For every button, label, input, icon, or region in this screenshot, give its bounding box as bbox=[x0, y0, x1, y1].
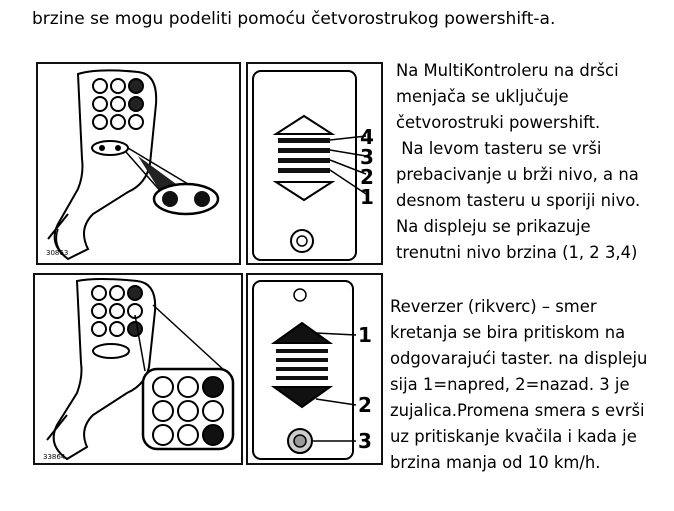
paragraph-line: trenutni nivo brzina (1, 2 3,4) bbox=[396, 243, 638, 262]
paragraph-reverser bbox=[390, 294, 647, 476]
gear-display-illustration bbox=[248, 64, 381, 263]
paragraph-line: Reverzer (rikverc) – smer bbox=[390, 297, 597, 316]
paragraph-line: uz pritiskanje kvačila i kada je bbox=[390, 427, 637, 446]
controller-illustration-bottom bbox=[35, 275, 241, 463]
paragraph-line: menjača se uključuje bbox=[396, 87, 569, 106]
paragraph-line: sija 1=napred, 2=nazad. 3 je bbox=[390, 375, 630, 394]
paragraph-line: kretanja se bira pritiskom na bbox=[390, 323, 626, 342]
paragraph-line: Na MultiKontroleru na dršci bbox=[396, 61, 619, 80]
callout-1: 1 bbox=[360, 185, 374, 209]
figure-bottom-display-panel bbox=[246, 273, 383, 465]
paragraph-line: Na levom tasteru se vrši bbox=[396, 139, 602, 158]
callout-2: 2 bbox=[360, 165, 374, 189]
paragraph-line: odgovarajući taster. na displeju bbox=[390, 349, 648, 368]
figure-number-bottom: 33864 bbox=[43, 453, 66, 461]
paragraph-line: brzina manja od 10 km/h. bbox=[390, 453, 601, 472]
paragraph-line: Na displeju se prikazuje bbox=[396, 217, 591, 236]
controller-illustration-top bbox=[38, 64, 239, 263]
paragraph-line: desnom tasteru u sporiji nivo. bbox=[396, 191, 641, 210]
callout-3: 3 bbox=[360, 145, 374, 169]
paragraph-line: prebacivanje u brži nivo, a na bbox=[396, 165, 639, 184]
callout-forward: 1 bbox=[358, 323, 372, 347]
direction-display-illustration bbox=[248, 275, 381, 463]
figure-top-controller-panel bbox=[36, 62, 241, 265]
paragraph-powershift bbox=[396, 58, 640, 266]
intro-line: brzine se mogu podeliti pomoću četvorostrukog powershift-a. bbox=[32, 9, 556, 29]
figure-number-top: 30863 bbox=[46, 249, 69, 257]
figure-top-display-panel bbox=[246, 62, 383, 265]
figure-bottom-controller-panel bbox=[33, 273, 243, 465]
paragraph-line: četvorostruki powershift. bbox=[396, 113, 601, 132]
callout-reverse: 2 bbox=[358, 393, 372, 417]
callout-buzzer: 3 bbox=[358, 429, 372, 453]
callout-4: 4 bbox=[360, 125, 374, 149]
paragraph-line: zujalica.Promena smera s evrši bbox=[390, 401, 645, 420]
